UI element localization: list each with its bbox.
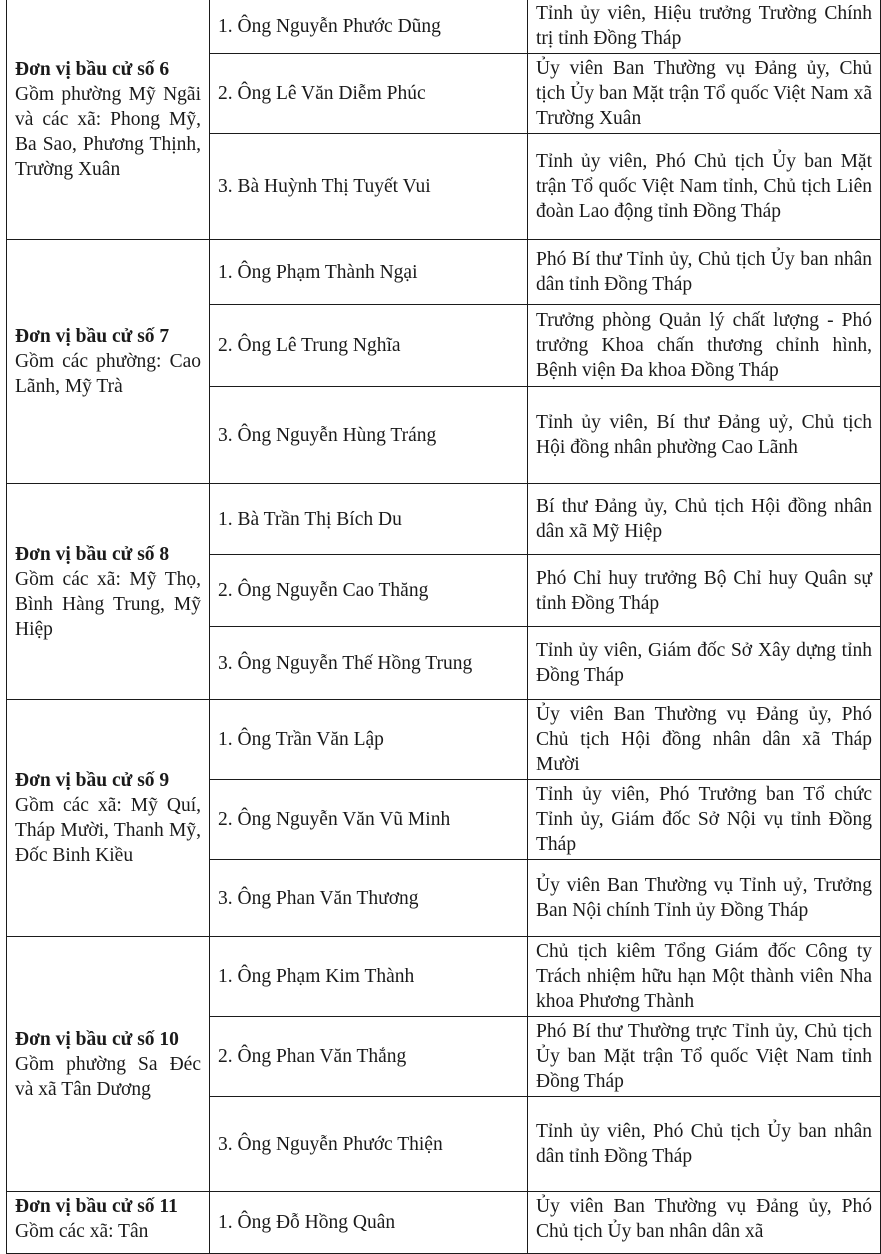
unit-area: Gồm các xã: Mỹ Quí, Tháp Mười, Thanh Mỹ, Đốc Binh Kiều [15,795,201,866]
unit-title: Đơn vị bầu cử số 11 [15,1196,178,1217]
candidate-role: Bí thư Đảng ủy, Chủ tịch Hội đồng nhân dân xã Mỹ Hiệp [528,484,881,555]
candidate-role: Ủy viên Ban Thường vụ Tỉnh uỷ, Trưởng Ban Nội chính Tỉnh ủy Đồng Tháp [528,860,881,937]
candidate-name: 2. Ông Nguyễn Cao Thăng [210,555,528,627]
unit-cell [7,700,210,937]
candidate-name: 2. Ông Lê Văn Diễm Phúc [210,54,528,134]
candidate-role: Tỉnh ủy viên, Phó Chủ tịch Ủy ban Mặt trận Tổ quốc Việt Nam tỉnh, Chủ tịch Liên đoàn Lao động tỉnh Đồng Tháp [528,134,881,240]
table-row [7,0,881,54]
unit-cell [7,484,210,700]
candidate-name: 1. Ông Trần Văn Lập [210,700,528,780]
candidate-role: Tỉnh ủy viên, Hiệu trưởng Trường Chính trị tỉnh Đồng Tháp [528,0,881,54]
unit-area: Gồm các xã: Tân [15,1221,149,1242]
table-row [7,240,881,305]
unit-area: Gồm phường Sa Đéc và xã Tân Dương [15,1053,201,1100]
unit-title: Đơn vị bầu cử số 8 [15,543,170,565]
unit-cell [7,240,210,484]
candidate-role: Ủy viên Ban Thường vụ Đảng ủy, Phó Chủ tịch Ủy ban nhân dân xã [528,1192,881,1254]
candidate-role: Tỉnh ủy viên, Bí thư Đảng uỷ, Chủ tịch Hội đồng nhân phường Cao Lãnh [528,387,881,484]
candidate-role: Ủy viên Ban Thường vụ Đảng ủy, Chủ tịch Ủy ban Mặt trận Tổ quốc Việt Nam xã Trường Xuân [528,54,881,134]
candidate-role: Ủy viên Ban Thường vụ Đảng ủy, Phó Chủ tịch Hội đồng nhân dân xã Tháp Mười [528,700,881,780]
unit-area: Gồm các xã: Mỹ Thọ, Bình Hàng Trung, Mỹ Hiệp [15,568,201,640]
candidate-name: 1. Ông Đỗ Hồng Quân [210,1192,528,1254]
unit-cell [7,937,210,1192]
unit-area: Gồm các phường: Cao Lãnh, Mỹ Trà [15,351,201,397]
candidate-name: 2. Ông Lê Trung Nghĩa [210,305,528,387]
table-row [7,484,881,555]
candidate-name: 2. Ông Nguyễn Văn Vũ Minh [210,780,528,860]
candidate-name: 1. Ông Phạm Thành Ngại [210,240,528,305]
candidate-role: Phó Bí thư Tỉnh ủy, Chủ tịch Ủy ban nhân dân tỉnh Đồng Tháp [528,240,881,305]
unit-title: Đơn vị bầu cử số 9 [15,770,170,791]
candidate-name: 3. Ông Nguyễn Phước Thiện [210,1097,528,1192]
candidate-name: 3. Ông Nguyễn Thế Hồng Trung [210,627,528,700]
candidate-name: 3. Ông Phan Văn Thương [210,860,528,937]
table-row [7,700,881,780]
candidate-role: Trưởng phòng Quản lý chất lượng - Phó trưởng Khoa chấn thương chỉnh hình, Bệnh viện Đa khoa Đồng Tháp [528,305,881,387]
candidate-name: 2. Ông Phan Văn Thắng [210,1017,528,1097]
unit-cell [7,0,210,240]
unit-title: Đơn vị bầu cử số 7 [15,326,170,347]
candidate-name: 1. Ông Nguyễn Phước Dũng [210,0,528,54]
candidate-table [6,0,881,1254]
unit-cell [7,1192,210,1254]
candidate-role: Tỉnh ủy viên, Phó Trưởng ban Tổ chức Tỉnh ủy, Giám đốc Sở Nội vụ tỉnh Đồng Tháp [528,780,881,860]
candidate-role: Phó Chỉ huy trưởng Bộ Chỉ huy Quân sự tỉnh Đồng Tháp [528,555,881,627]
candidate-name: 3. Ông Nguyễn Hùng Tráng [210,387,528,484]
candidate-role: Tỉnh ủy viên, Phó Chủ tịch Ủy ban nhân dân tỉnh Đồng Tháp [528,1097,881,1192]
unit-title: Đơn vị bầu cử số 6 [15,58,170,80]
table-row [7,1192,881,1254]
candidate-role: Chủ tịch kiêm Tổng Giám đốc Công ty Trách nhiệm hữu hạn Một thành viên Nha khoa Phương Thành [528,937,881,1017]
candidate-name: 1. Ông Phạm Kim Thành [210,937,528,1017]
unit-area: Gồm phường Mỹ Ngãi và các xã: Phong Mỹ, Ba Sao, Phương Thịnh, Trường Xuân [15,83,201,180]
candidate-name: 3. Bà Huỳnh Thị Tuyết Vui [210,134,528,240]
candidate-role: Phó Bí thư Thường trực Tỉnh ủy, Chủ tịch Ủy ban Mặt trận Tổ quốc Việt Nam tỉnh Đồng Tháp [528,1017,881,1097]
candidate-name: 1. Bà Trần Thị Bích Du [210,484,528,555]
table-row [7,937,881,1017]
unit-title: Đơn vị bầu cử số 10 [15,1028,179,1050]
candidate-role: Tỉnh ủy viên, Giám đốc Sở Xây dựng tỉnh Đồng Tháp [528,627,881,700]
